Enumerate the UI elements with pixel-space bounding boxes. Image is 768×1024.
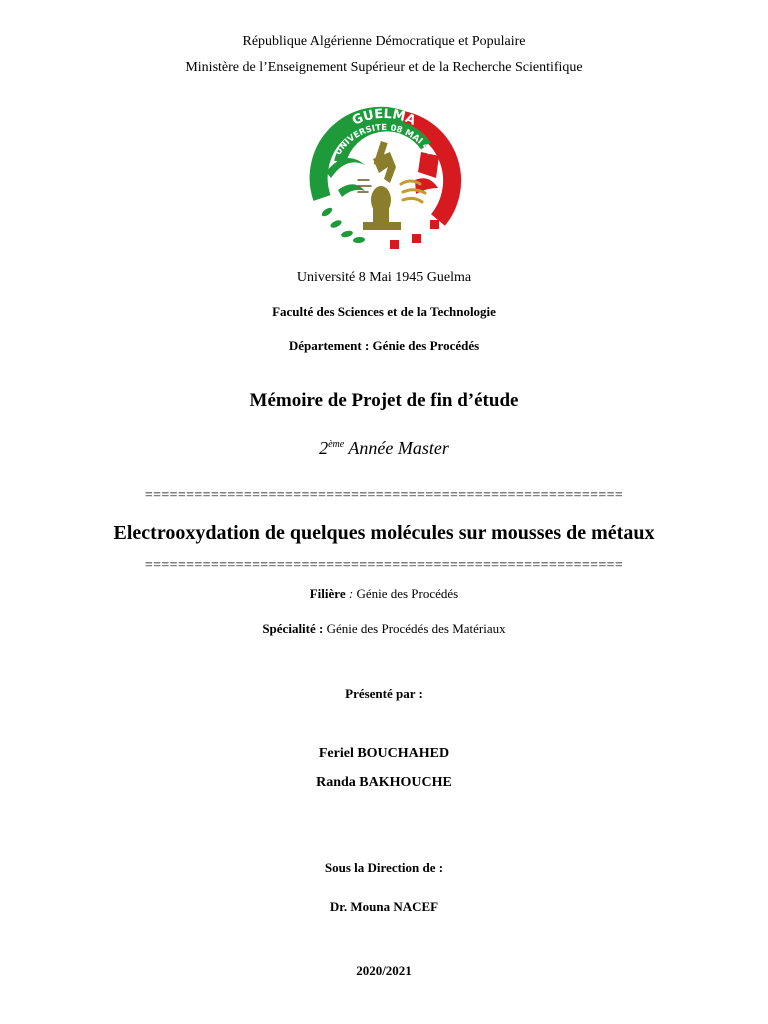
filiere-value: Génie des Procédés — [356, 586, 459, 601]
author-name: Randa BAKHOUCHE — [316, 775, 452, 790]
filiere-line — [0, 586, 768, 602]
filiere-colon: : — [345, 586, 357, 601]
logo-top-text: GUELMA — [350, 106, 418, 129]
filiere-label: Filière — [309, 586, 346, 601]
academic-level-number: 2 — [319, 438, 329, 458]
academic-level-superscript: ème — [328, 439, 345, 450]
supervisor-name: Dr. Mouna NACEF — [329, 899, 439, 914]
supervision-label: Sous la Direction de : — [324, 860, 444, 875]
university-logo — [302, 96, 466, 252]
specialite-label: Spécialité : — [262, 621, 324, 636]
author-name: Feriel BOUCHAHED — [318, 746, 450, 761]
specialite-value: Génie des Procédés des Matériaux — [323, 621, 506, 636]
department-name: Département : Génie des Procédés — [288, 338, 480, 353]
ministry-header: Ministère de l’Enseignement Supérieur et de la Recherche Scientifique — [185, 60, 583, 75]
memoire-title: Mémoire de Projet de fin d’étude — [249, 390, 519, 411]
university-name: Université 8 Mai 1945 Guelma — [296, 270, 472, 285]
republic-header: République Algérienne Démocratique et Populaire — [242, 34, 526, 49]
logo-band-text: UNIVERSITE 08 MAI 45 — [333, 122, 435, 158]
presented-by-label: Présenté par : — [345, 686, 423, 701]
specialite-line — [0, 621, 768, 637]
thesis-title: Electrooxydation de quelques molécules sur mousses de métaux — [113, 522, 655, 544]
academic-level — [0, 438, 768, 459]
top-separator: ========================================================== — [144, 488, 624, 503]
academic-year: 2020/2021 — [356, 963, 412, 978]
bottom-separator: ========================================================== — [144, 558, 624, 573]
academic-level-label: Année Master — [344, 438, 449, 458]
faculty-name: Faculté des Sciences et de la Technologie — [272, 304, 496, 319]
